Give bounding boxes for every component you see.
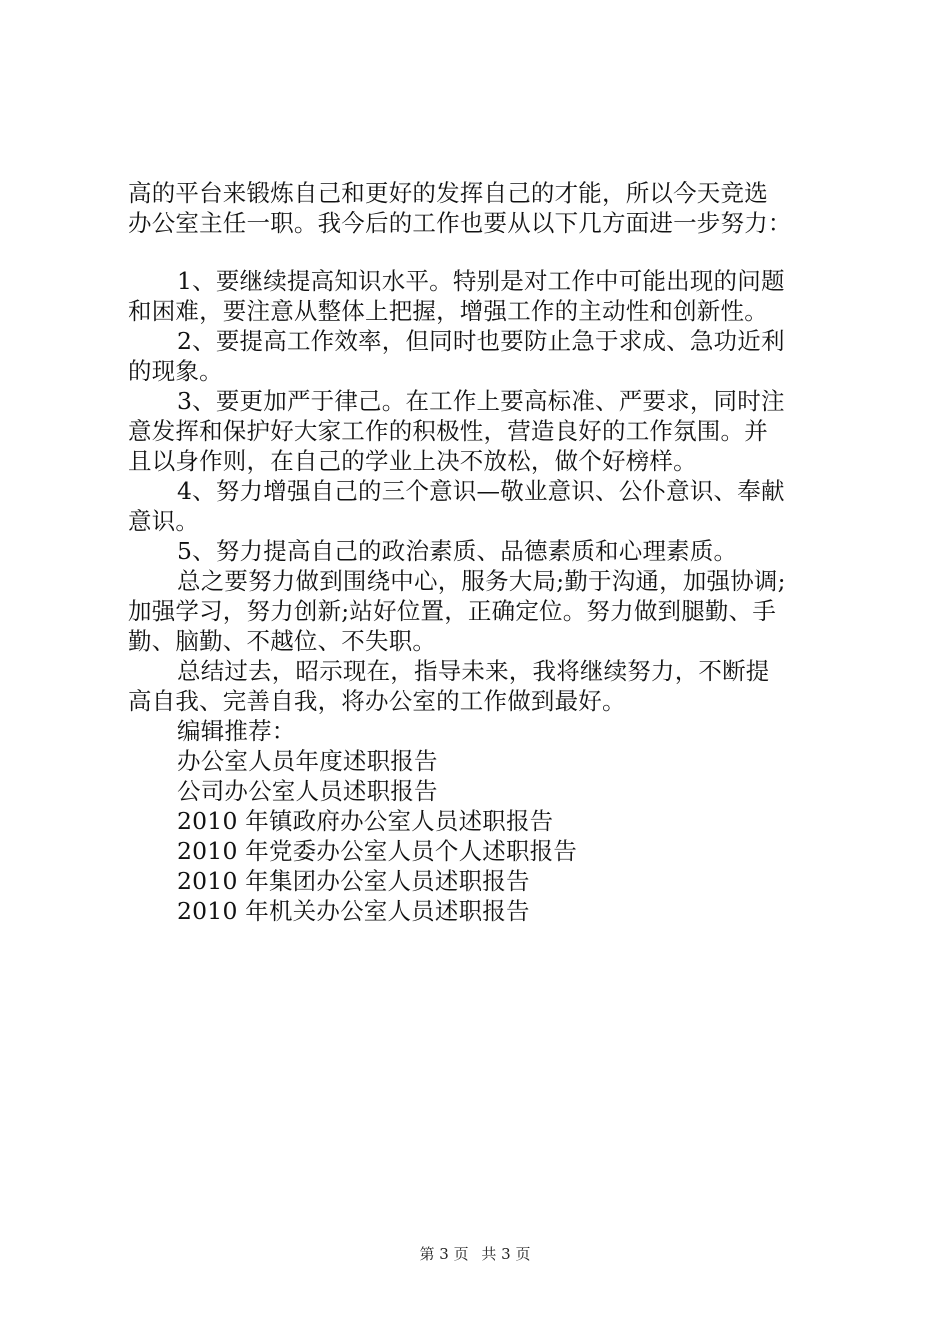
paragraph-line: 加强学习，努力创新;站好位置，正确定位。努力做到腿勤、手 bbox=[128, 597, 777, 625]
paragraph-line: 意识。 bbox=[128, 507, 200, 535]
recommend-link[interactable]: 公司办公室人员述职报告 bbox=[177, 777, 438, 805]
recommend-link[interactable]: 2010 年集团办公室人员述职报告 bbox=[177, 867, 530, 895]
paragraph-line: 5、努力提高自己的政治素质、品德素质和心理素质。 bbox=[177, 537, 738, 565]
recommend-link[interactable]: 2010 年机关办公室人员述职报告 bbox=[177, 897, 530, 925]
paragraph-line: 和困难，要注意从整体上把握，增强工作的主动性和创新性。 bbox=[128, 297, 768, 325]
recommend-label: 编辑推荐： bbox=[177, 717, 296, 745]
paragraph-line: 3、要更加严于律己。在工作上要高标准、严要求，同时注 bbox=[177, 387, 785, 415]
paragraph-line: 2、要提高工作效率，但同时也要防止急于求成、急功近利 bbox=[177, 327, 785, 355]
paragraph-line: 总之要努力做到围绕中心，服务大局;勤于沟通，加强协调; bbox=[177, 567, 786, 595]
paragraph-line: 的现象。 bbox=[128, 357, 223, 385]
paragraph-line: 总结过去，昭示现在，指导未来，我将继续努力，不断提 bbox=[177, 657, 770, 685]
page-total: 共 3 页 bbox=[481, 1245, 531, 1263]
paragraph-line: 4、努力增强自己的三个意识—敬业意识、公仆意识、奉献 bbox=[177, 477, 785, 505]
paragraph-gap bbox=[128, 238, 828, 266]
paragraph-line: 高自我、完善自我，将办公室的工作做到最好。 bbox=[128, 687, 626, 715]
paragraph-line: 1、要继续提高知识水平。特别是对工作中可能出现的问题 bbox=[177, 267, 785, 295]
paragraph-line: 办公室主任一职。我今后的工作也要从以下几方面进一步努力： bbox=[128, 209, 792, 237]
recommend-link[interactable]: 办公室人员年度述职报告 bbox=[177, 747, 438, 775]
paragraph-line: 意发挥和保护好大家工作的积极性，营造良好的工作氛围。并 bbox=[128, 417, 768, 445]
page-number: 第 3 页 bbox=[419, 1245, 469, 1263]
recommend-link[interactable]: 2010 年镇政府办公室人员述职报告 bbox=[177, 807, 554, 835]
page-footer bbox=[0, 1244, 950, 1264]
paragraph-line: 勤、脑勤、不越位、不失职。 bbox=[128, 627, 437, 655]
recommend-link[interactable]: 2010 年党委办公室人员个人述职报告 bbox=[177, 837, 578, 865]
paragraph-line: 且以身作则，在自己的学业上决不放松，做个好榜样。 bbox=[128, 447, 697, 475]
document-body bbox=[128, 178, 828, 926]
paragraph-line: 高的平台来锻炼自己和更好的发挥自己的才能，所以今天竞选 bbox=[128, 179, 768, 207]
